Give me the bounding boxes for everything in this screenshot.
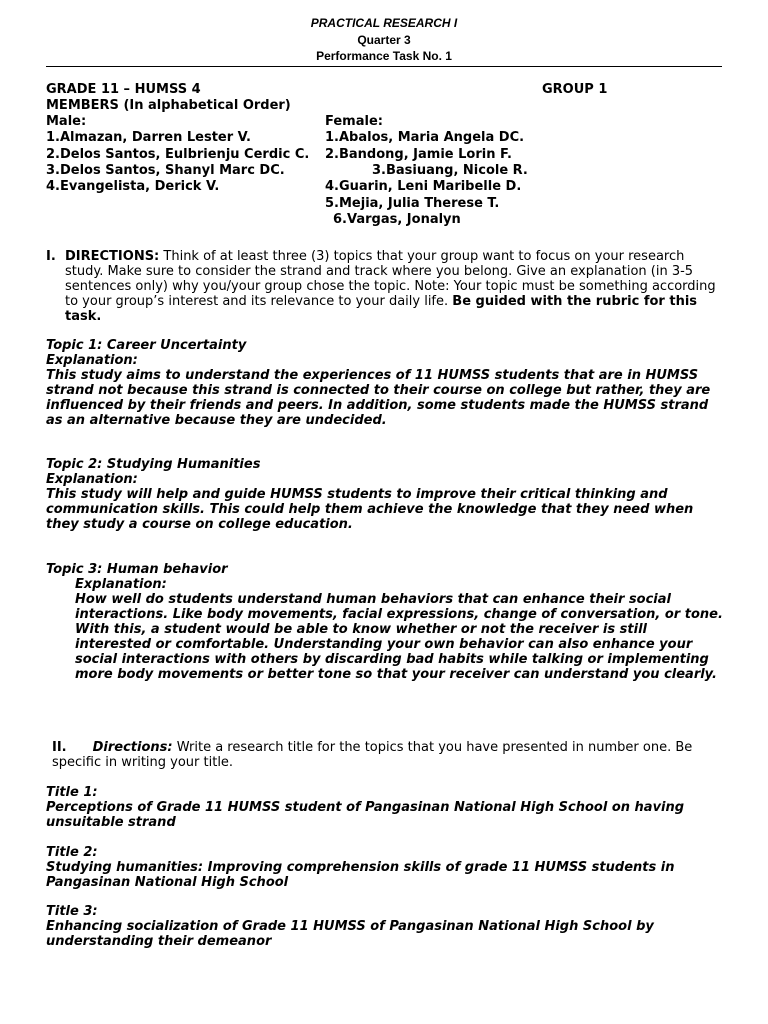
title2-label: Title 2:: [46, 845, 98, 860]
title1-label: Title 1:: [46, 785, 98, 800]
header-divider: [46, 66, 722, 67]
title3-text: Enhancing socialization of Grade 11 HUMSS of Pangasinan National High School by understanding their demeanor: [46, 919, 654, 949]
topic2-title: Topic 2: Studying Humanities: [46, 457, 261, 472]
section1-text: Think of at least three (3) topics that your group want to focus on your research study. Make sure to consider the strand and track where you belong. Give an explanation (in 3-5 sentences only) why you/your group chose the topic. Note: Your topic must be something according to your group’s interest and its relevance to your daily life.: [65, 249, 716, 309]
section2-directions: [52, 740, 732, 770]
male-label: Male:: [46, 114, 87, 129]
topic3-body: How well do students understand human behaviors that can enhance their social interactions. Like body movements, facial expressions, change of conversation, or tone. With this, a student would be able to know whether or not the receiver is still interested or comfortable. Understanding your own behavior can also enhance your social interactions with others by discarding bad habits while talking or implementing more body movements or better tone so that your receiver can understand you clearly.: [75, 592, 723, 682]
male-member: 3.Delos Santos, Shanyl Marc DC.: [46, 163, 285, 178]
title2-text: Studying humanities: Improving comprehension skills of grade 11 HUMSS students in Pangasinan National High School: [46, 860, 675, 890]
topic2-body: This study will help and guide HUMSS students to improve their critical thinking and communication skills. This could help them achieve the knowledge that they need when they study a course on college education.: [46, 487, 694, 532]
section1-label: DIRECTIONS:: [65, 249, 160, 264]
grade-section: GRADE 11 – HUMSS 4: [46, 82, 201, 97]
members-heading: MEMBERS (In alphabetical Order): [46, 98, 291, 113]
female-member: 6.Vargas, Jonalyn: [333, 212, 461, 227]
title3-label: Title 3:: [46, 904, 98, 919]
female-label: Female:: [325, 114, 383, 129]
group-number: GROUP 1: [542, 82, 608, 97]
topic3-title: Topic 3: Human behavior: [46, 562, 228, 577]
quarter-label: Quarter 3: [357, 33, 411, 47]
subject-title: PRACTICAL RESEARCH I: [310, 16, 458, 30]
female-member: 5.Mejia, Julia Therese T.: [325, 196, 500, 211]
female-member: 4.Guarin, Leni Maribelle D.: [325, 179, 522, 194]
topic1-body: This study aims to understand the experiences of 11 HUMSS students that are in HUMSS strand not because this strand is connected to their course on college but rather, they are influenced by their friends and peers. In addition, some students made the HUMSS strand as an alternative because they are undecided.: [46, 368, 711, 428]
female-member: 1.Abalos, Maria Angela DC.: [325, 130, 525, 145]
task-label: Performance Task No. 1: [316, 49, 452, 63]
section2-numeral: II.: [52, 740, 67, 755]
male-member: 4.Evangelista, Derick V.: [46, 179, 220, 194]
section1-text-block: [65, 249, 725, 324]
topic3-explanation-label: Explanation:: [75, 577, 167, 592]
topic2-explanation-label: Explanation:: [46, 472, 138, 487]
section2-text: Write a research title for the topics that you have presented in number one. Be specific in writing your title.: [52, 740, 693, 770]
topic1-title: Topic 1: Career Uncertainty: [46, 338, 247, 353]
section1-numeral: I.: [46, 249, 56, 264]
male-member: 1.Almazan, Darren Lester V.: [46, 130, 251, 145]
topic1-explanation-label: Explanation:: [46, 353, 138, 368]
female-member: 3.Basiuang, Nicole R.: [372, 163, 528, 178]
section2-label: Directions:: [92, 740, 173, 755]
male-member: 2.Delos Santos, Eulbrienju Cerdic C.: [46, 147, 310, 162]
section1-emphasis: Be guided with the rubric for this task.: [65, 294, 698, 324]
title1-text: Perceptions of Grade 11 HUMSS student of Pangasinan National High School on having unsuitable strand: [46, 800, 685, 830]
female-member: 2.Bandong, Jamie Lorin F.: [325, 147, 512, 162]
